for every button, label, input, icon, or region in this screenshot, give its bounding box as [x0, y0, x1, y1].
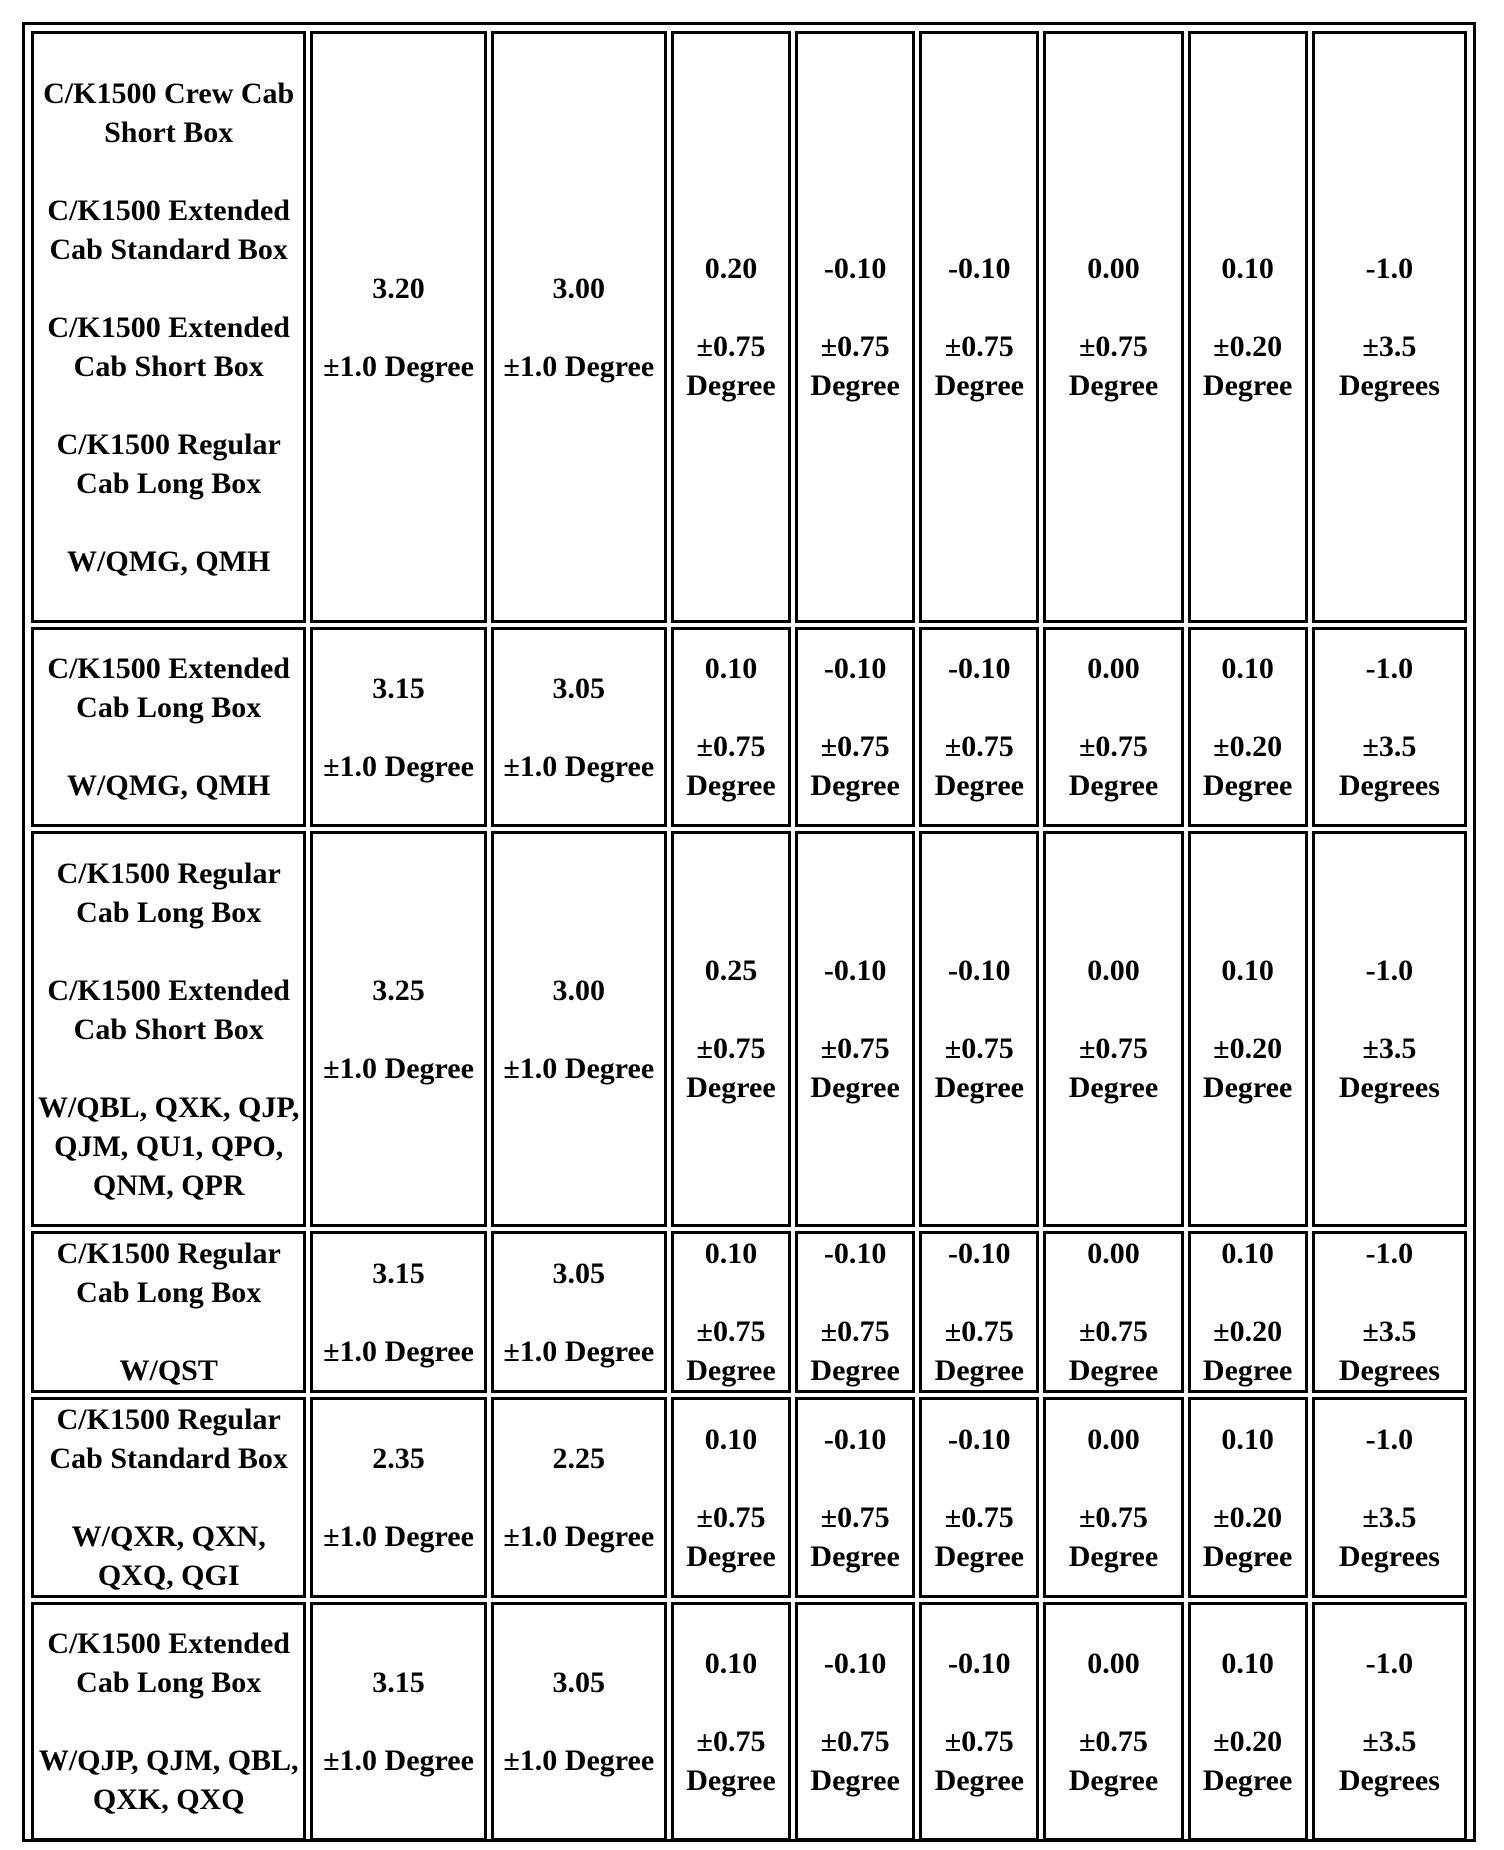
- spec-tolerance-unit: Degree: [934, 1354, 1024, 1387]
- option-codes: W/QMG, QMH: [67, 544, 271, 578]
- spec-cell: [919, 1397, 1039, 1598]
- spec-tolerance-unit: Degree: [686, 369, 776, 402]
- spec-cell: [310, 1602, 486, 1841]
- spec-cell: [671, 831, 791, 1227]
- spec-cell: [919, 627, 1039, 827]
- spec-tolerance: ±3.5: [1362, 730, 1417, 763]
- spec-tolerance-unit: Degree: [810, 369, 900, 402]
- spec-value: -0.10: [823, 1422, 887, 1456]
- vehicle-model: C/K1500 Crew Cab Short Box: [43, 76, 295, 149]
- spec-tolerance-unit: Degree: [810, 1539, 900, 1573]
- spec-tolerance: ±3.5: [1362, 1032, 1417, 1065]
- table-row: [31, 1231, 1467, 1393]
- spec-cell: [919, 1602, 1039, 1841]
- spec-tolerance: ±1.0 Degree: [503, 349, 655, 383]
- spec-value: -0.10: [948, 954, 1011, 987]
- spec-value: 2.35: [372, 1442, 425, 1475]
- spec-value: 0.10: [1221, 954, 1274, 987]
- spec-tolerance-unit: Degree: [810, 769, 900, 802]
- spec-cell: [1043, 1397, 1183, 1598]
- spec-tolerance: ±0.75: [820, 730, 890, 763]
- spec-value: -0.10: [823, 954, 887, 987]
- spec-cell: [1188, 1231, 1308, 1393]
- spec-cell: [491, 1231, 667, 1393]
- spec-value: 0.10: [704, 652, 758, 685]
- spec-cell: [310, 831, 486, 1227]
- spec-tolerance: ±0.75: [696, 1500, 766, 1534]
- vehicle-cell: [31, 627, 306, 827]
- spec-tolerance-unit: Degree: [686, 1071, 776, 1104]
- spec-value: 0.10: [1221, 1422, 1274, 1456]
- spec-cell: [1188, 831, 1308, 1227]
- spec-tolerance: ±0.75: [1078, 1724, 1148, 1758]
- spec-cell: [795, 31, 915, 623]
- spec-value: -0.10: [948, 1422, 1011, 1456]
- spec-tolerance: ±1.0 Degree: [323, 1334, 474, 1368]
- spec-value: 0.00: [1087, 1646, 1140, 1680]
- spec-tolerance-unit: Degree: [1202, 1354, 1293, 1387]
- spec-cell: [1312, 831, 1467, 1227]
- spec-value: 0.10: [1221, 1646, 1274, 1680]
- spec-tolerance: ±0.75: [1078, 330, 1148, 363]
- spec-tolerance: ±1.0 Degree: [503, 1520, 655, 1553]
- spec-cell: [671, 1231, 791, 1393]
- spec-value: 0.00: [1087, 252, 1140, 285]
- spec-tolerance: ±0.75: [696, 730, 766, 763]
- spec-tolerance: ±3.5: [1362, 1724, 1417, 1758]
- option-codes: W/QST: [119, 1354, 218, 1387]
- spec-cell: [310, 31, 486, 623]
- spec-tolerance-unit: Degree: [1068, 769, 1159, 802]
- spec-value: 2.25: [552, 1442, 606, 1475]
- spec-tolerance-unit: Degree: [1068, 1539, 1159, 1573]
- spec-value: -0.10: [948, 1646, 1011, 1680]
- spec-value: -1.0: [1365, 1422, 1414, 1456]
- spec-tolerance-unit: Degree: [1202, 1763, 1293, 1797]
- spec-tolerance-unit: Degree: [810, 1071, 900, 1104]
- spec-tolerance-unit: Degrees: [1338, 1539, 1440, 1573]
- spec-tolerance-unit: Degree: [1068, 1071, 1159, 1104]
- spec-tolerance-unit: Degrees: [1338, 1763, 1440, 1797]
- spec-value: 0.00: [1087, 1237, 1140, 1270]
- option-codes: W/QJP, QJM, QBL, QXK, QXQ: [38, 1744, 299, 1816]
- spec-cell: [491, 1602, 667, 1841]
- spec-tolerance-unit: Degree: [686, 769, 776, 802]
- spec-cell: [1043, 1602, 1183, 1841]
- spec-cell: [795, 1602, 915, 1841]
- spec-value: 0.00: [1087, 652, 1140, 685]
- spec-value: 3.05: [552, 1666, 606, 1699]
- spec-cell: [795, 831, 915, 1227]
- vehicle-cell: [31, 31, 306, 623]
- option-codes: W/QBL, QXK, QJP, QJM, QU1, QPO, QNM, QPR: [37, 1090, 300, 1202]
- spec-tolerance: ±0.20: [1213, 730, 1283, 763]
- vehicle-model: C/K1500 Regular Cab Long Box: [56, 856, 281, 929]
- spec-tolerance: ±0.75: [944, 730, 1014, 763]
- spec-value: -1.0: [1365, 1646, 1414, 1680]
- vehicle-cell: [31, 831, 306, 1227]
- spec-tolerance: ±0.75: [696, 1032, 766, 1065]
- spec-tolerance-unit: Degree: [810, 1354, 900, 1387]
- spec-value: -0.10: [823, 252, 887, 285]
- spec-value: -0.10: [823, 1646, 887, 1680]
- spec-tolerance: ±0.75: [820, 1315, 890, 1348]
- option-codes: W/QMG, QMH: [67, 769, 271, 802]
- spec-tolerance: ±1.0 Degree: [503, 749, 655, 783]
- spec-tolerance-unit: Degree: [934, 1539, 1024, 1573]
- spec-tolerance: ±1.0 Degree: [323, 1744, 474, 1777]
- vehicle-model: C/K1500 Regular Cab Long Box: [56, 1237, 281, 1309]
- spec-tolerance: ±1.0 Degree: [323, 749, 474, 783]
- spec-tolerance: ±0.75: [820, 1032, 890, 1065]
- spec-tolerance-unit: Degree: [686, 1539, 776, 1573]
- spec-cell: [919, 31, 1039, 623]
- vehicle-model: C/K1500 Extended Cab Long Box: [47, 1627, 290, 1699]
- spec-tolerance-unit: Degree: [1202, 369, 1293, 402]
- spec-cell: [1188, 627, 1308, 827]
- spec-tolerance: ±1.0 Degree: [323, 349, 474, 383]
- alignment-spec-table: [27, 27, 1471, 1845]
- spec-value: -0.10: [823, 1237, 887, 1270]
- spec-tolerance: ±0.75: [944, 1500, 1014, 1534]
- spec-cell: [671, 1602, 791, 1841]
- spec-value: 3.20: [372, 271, 425, 305]
- alignment-spec-table-frame: [22, 22, 1476, 1842]
- table-row: [31, 31, 1467, 623]
- spec-value: 0.00: [1087, 954, 1140, 987]
- spec-cell: [1043, 831, 1183, 1227]
- spec-value: 3.00: [552, 271, 606, 305]
- spec-value: -0.10: [948, 652, 1011, 685]
- vehicle-model: C/K1500 Regular Cab Standard Box: [49, 1403, 288, 1475]
- spec-cell: [310, 1231, 486, 1393]
- spec-tolerance: ±1.0 Degree: [323, 1051, 474, 1085]
- spec-tolerance-unit: Degree: [1068, 1763, 1159, 1797]
- vehicle-model: C/K1500 Extended Cab Long Box: [47, 652, 290, 724]
- spec-cell: [491, 831, 667, 1227]
- spec-value: 3.25: [372, 973, 425, 1007]
- spec-tolerance: ±0.75: [944, 1315, 1014, 1348]
- spec-value: -1.0: [1365, 1237, 1414, 1270]
- spec-cell: [795, 627, 915, 827]
- spec-tolerance: ±0.75: [944, 1032, 1014, 1065]
- spec-value: -1.0: [1365, 252, 1414, 285]
- spec-tolerance-unit: Degree: [686, 1354, 776, 1387]
- spec-value: 0.10: [1221, 652, 1274, 685]
- spec-tolerance-unit: Degree: [1202, 1071, 1293, 1104]
- spec-cell: [1188, 1397, 1308, 1598]
- spec-cell: [1312, 627, 1467, 827]
- spec-cell: [919, 1231, 1039, 1393]
- spec-tolerance: ±3.5: [1362, 330, 1417, 363]
- spec-value: 0.00: [1087, 1422, 1140, 1456]
- spec-value: 3.15: [372, 1256, 425, 1290]
- spec-tolerance: ±0.75: [820, 330, 890, 363]
- spec-value: 0.10: [704, 1646, 758, 1680]
- spec-cell: [310, 1397, 486, 1598]
- spec-tolerance: ±0.75: [1078, 1500, 1148, 1534]
- spec-tolerance: ±0.75: [1078, 1315, 1148, 1348]
- spec-tolerance: ±0.20: [1213, 1315, 1283, 1348]
- spec-tolerance-unit: Degree: [1068, 1354, 1159, 1387]
- spec-tolerance-unit: Degree: [934, 769, 1024, 802]
- spec-cell: [1043, 1231, 1183, 1393]
- vehicle-cell: [31, 1397, 306, 1598]
- spec-tolerance: ±0.20: [1213, 330, 1283, 363]
- table-row: [31, 1602, 1467, 1841]
- spec-cell: [795, 1231, 915, 1393]
- table-row: [31, 627, 1467, 827]
- spec-tolerance: ±0.75: [696, 330, 766, 363]
- spec-value: 0.20: [704, 252, 758, 285]
- spec-tolerance: ±0.75: [820, 1724, 890, 1758]
- spec-tolerance: ±0.20: [1213, 1724, 1283, 1758]
- spec-tolerance: ±0.75: [696, 1724, 766, 1758]
- spec-cell: [491, 31, 667, 623]
- spec-tolerance-unit: Degree: [1068, 369, 1159, 402]
- spec-cell: [795, 1397, 915, 1598]
- spec-tolerance-unit: Degree: [686, 1763, 776, 1797]
- vehicle-model: C/K1500 Extended Cab Short Box: [47, 973, 290, 1046]
- spec-tolerance-unit: Degree: [810, 1763, 900, 1797]
- table-row: [31, 1397, 1467, 1598]
- spec-cell: [491, 1397, 667, 1598]
- vehicle-cell: [31, 1602, 306, 1841]
- spec-tolerance-unit: Degree: [934, 369, 1024, 402]
- spec-value: -1.0: [1365, 954, 1414, 987]
- spec-value: 3.05: [552, 671, 606, 705]
- spec-tolerance: ±0.75: [944, 330, 1014, 363]
- spec-tolerance: ±0.75: [944, 1724, 1014, 1758]
- spec-cell: [491, 627, 667, 827]
- spec-value: -0.10: [948, 252, 1011, 285]
- vehicle-cell: [31, 1231, 306, 1393]
- spec-tolerance: ±0.75: [1078, 1032, 1148, 1065]
- spec-tolerance-unit: Degrees: [1338, 769, 1440, 802]
- spec-value: 0.10: [704, 1422, 758, 1456]
- vehicle-model: C/K1500 Extended Cab Standard Box: [47, 193, 290, 266]
- spec-cell: [310, 627, 486, 827]
- spec-cell: [1312, 1397, 1467, 1598]
- spec-tolerance: ±0.20: [1213, 1032, 1283, 1065]
- spec-tolerance: ±0.20: [1213, 1500, 1283, 1534]
- spec-value: 3.05: [552, 1256, 606, 1290]
- spec-tolerance-unit: Degree: [934, 1763, 1024, 1797]
- spec-value: 3.15: [372, 671, 425, 705]
- spec-value: -0.10: [823, 652, 887, 685]
- spec-tolerance: ±1.0 Degree: [503, 1051, 655, 1085]
- spec-tolerance-unit: Degrees: [1338, 369, 1440, 402]
- spec-value: 0.10: [704, 1237, 758, 1270]
- spec-tolerance: ±0.75: [1078, 730, 1148, 763]
- spec-tolerance: ±0.75: [696, 1315, 766, 1348]
- spec-tolerance-unit: Degree: [1202, 1539, 1293, 1573]
- table-row: [31, 831, 1467, 1227]
- option-codes: W/QXR, QXN, QXQ, QGI: [71, 1520, 266, 1592]
- vehicle-model: C/K1500 Extended Cab Short Box: [47, 310, 290, 383]
- spec-tolerance: ±1.0 Degree: [503, 1334, 655, 1368]
- spec-tolerance-unit: Degree: [934, 1071, 1024, 1104]
- spec-cell: [1188, 1602, 1308, 1841]
- spec-tolerance-unit: Degree: [1202, 769, 1293, 802]
- spec-tolerance: ±1.0 Degree: [503, 1744, 655, 1777]
- spec-tolerance: ±3.5: [1362, 1500, 1417, 1534]
- spec-cell: [1188, 31, 1308, 623]
- spec-value: 3.00: [552, 973, 606, 1007]
- spec-value: 0.25: [704, 954, 758, 987]
- spec-value: -0.10: [948, 1237, 1011, 1270]
- spec-cell: [919, 831, 1039, 1227]
- spec-cell: [1043, 31, 1183, 623]
- spec-value: 0.10: [1221, 252, 1274, 285]
- spec-cell: [671, 31, 791, 623]
- spec-tolerance-unit: Degrees: [1338, 1071, 1440, 1104]
- spec-cell: [1312, 1602, 1467, 1841]
- spec-value: -1.0: [1365, 652, 1414, 685]
- spec-cell: [1043, 627, 1183, 827]
- spec-value: 3.15: [372, 1666, 425, 1699]
- spec-tolerance-unit: Degrees: [1338, 1354, 1440, 1387]
- spec-cell: [1312, 1231, 1467, 1393]
- spec-cell: [1312, 31, 1467, 623]
- spec-value: 0.10: [1221, 1237, 1274, 1270]
- spec-cell: [671, 627, 791, 827]
- spec-tolerance: ±3.5: [1362, 1315, 1417, 1348]
- spec-tolerance: ±0.75: [820, 1500, 890, 1534]
- spec-tolerance: ±1.0 Degree: [323, 1520, 474, 1553]
- spec-cell: [671, 1397, 791, 1598]
- vehicle-model: C/K1500 Regular Cab Long Box: [56, 427, 281, 500]
